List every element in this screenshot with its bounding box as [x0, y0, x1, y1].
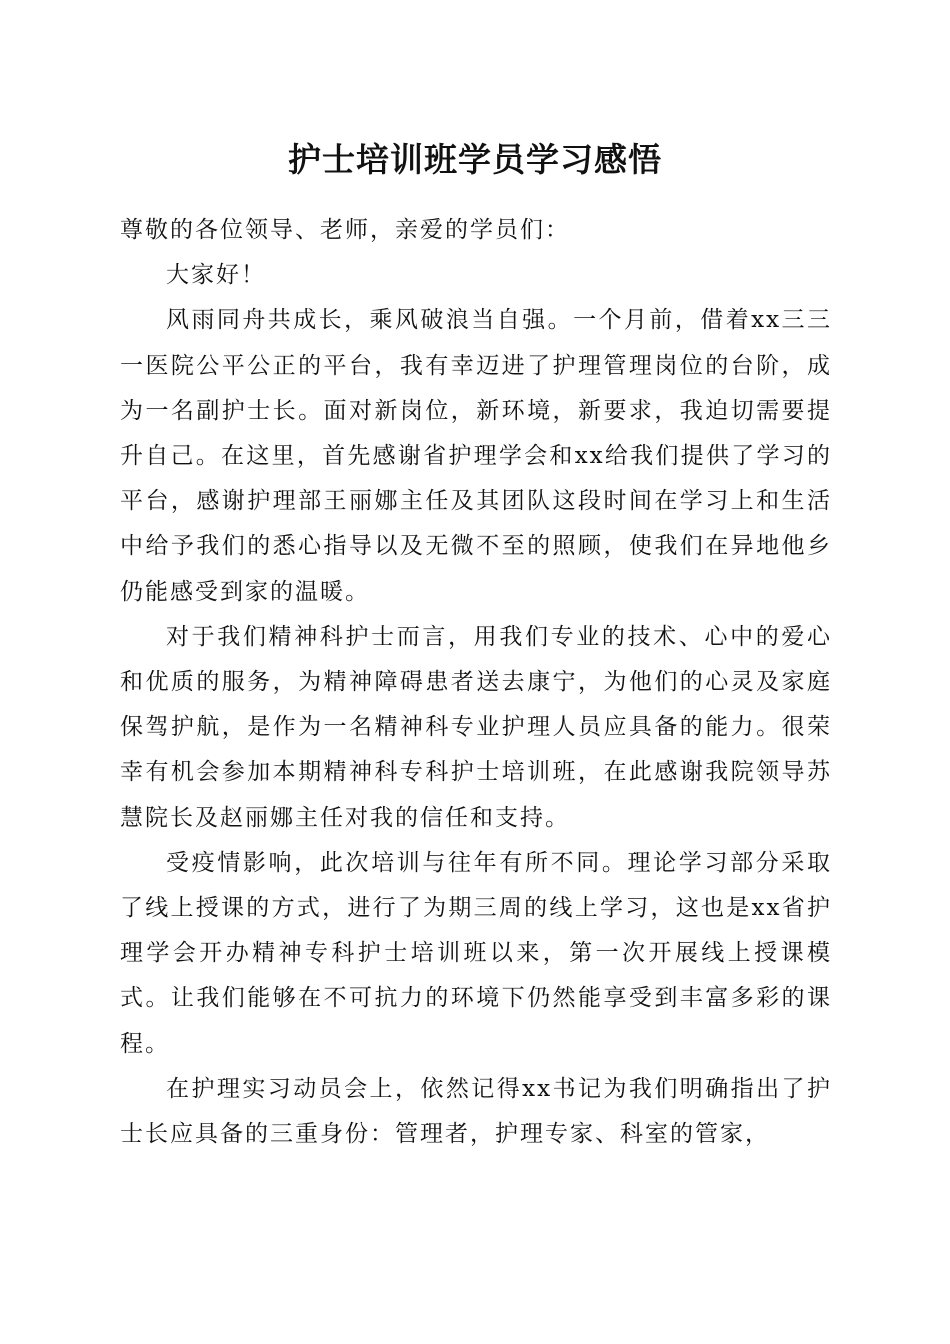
- paragraph-1: 风雨同舟共成长，乘风破浪当自强。一个月前，借着xx三三一医院公平公正的平台，我有幸迈进了护理管理岗位的台阶，成为一名副护士长。面对新岗位，新环境，新要求，我迫切需要提升自己。在这里，首先感谢省护理学会和xx给我们提供了学习的平台，感谢护理部王丽娜主任及其团队这段时间在学习上和生活中给予我们的悉心指导以及无微不至的照顾，使我们在异地他乡仍能感受到家的温暖。: [120, 307, 832, 605]
- document-body: [120, 208, 832, 1157]
- paragraph-3: 受疫情影响，此次培训与往年有所不同。理论学习部分采取了线上授课的方式，进行了为期三周的线上学习，这也是xx省护理学会开办精神专科护士培训班以来，第一次开展线上授课模式。让我们能够在不可抗力的环境下仍然能享受到丰富多彩的课程。: [120, 849, 832, 1057]
- paragraph-2: 对于我们精神科护士而言，用我们专业的技术、心中的爱心和优质的服务，为精神障碍患者送去康宁，为他们的心灵及家庭保驾护航，是作为一名精神科专业护理人员应具备的能力。很荣幸有机会参加本期精神科专科护士培训班，在此感谢我院领导苏慧院长及赵丽娜主任对我的信任和支持。: [120, 623, 832, 831]
- paragraph-4: 在护理实习动员会上，依然记得xx书记为我们明确指出了护士长应具备的三重身份：管理者，护理专家、科室的管家，: [120, 1075, 832, 1148]
- document-title: 护士培训班学员学习感悟: [288, 140, 662, 179]
- salutation: 尊敬的各位领导、老师，亲爱的学员们：: [120, 217, 570, 243]
- greeting: 大家好！: [166, 262, 266, 289]
